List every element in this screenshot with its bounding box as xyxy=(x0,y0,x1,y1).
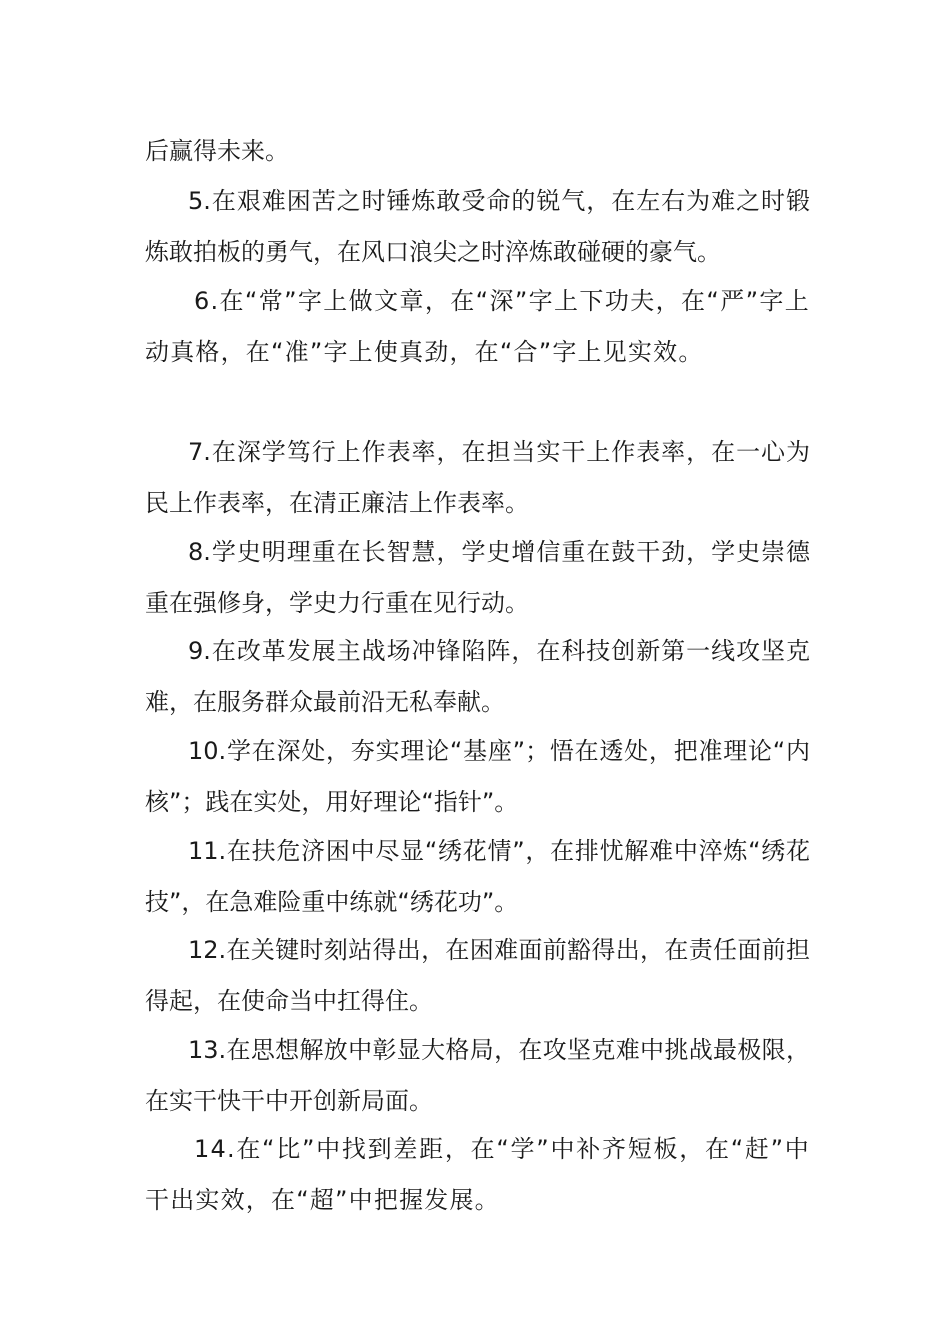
paragraph-item-7: 7.在深学笃行上作表率，在担当实干上作表率，在一心为民上作表率，在清正廉洁上作表率。 xyxy=(145,438,810,517)
paragraph-item-14: 14.在“比”中找到差距，在“学”中补齐短板，在“赶”中干出实效，在“超”中把握发展。 xyxy=(145,1135,810,1214)
paragraph-item-10: 10.学在深处，夯实理论“基座”；悟在透处，把准理论“内核”；践在实处，用好理论“指针”。 xyxy=(145,737,810,816)
paragraph-item-12: 12.在关键时刻站得出，在困难面前豁得出，在责任面前担得起，在使命当中扛得住。 xyxy=(145,936,810,1015)
paragraph-continuation: 后赢得未来。 xyxy=(145,137,289,165)
paragraph-item-8: 8.学史明理重在长智慧，学史增信重在鼓干劲，学史崇德重在强修身，学史力行重在见行动。 xyxy=(145,538,810,617)
paragraph-item-5: 5.在艰难困苦之时锤炼敢受命的锐气，在左右为难之时锻炼敢拍板的勇气，在风口浪尖之时淬炼敢碰硬的豪气。 xyxy=(145,187,810,266)
paragraph-item-13: 13.在思想解放中彰显大格局，在攻坚克难中挑战最极限，在实干快干中开创新局面。 xyxy=(145,1036,810,1115)
paragraph-item-6: 6.在“常”字上做文章，在“深”字上下功夫，在“严”字上动真格，在“准”字上使真劲，在“合”字上见实效。 xyxy=(145,287,810,366)
paragraph-item-11: 11.在扶危济困中尽显“绣花情”，在排忧解难中淬炼“绣花技”，在急难险重中练就“绣花功”。 xyxy=(145,837,810,916)
paragraph-item-9: 9.在改革发展主战场冲锋陷阵，在科技创新第一线攻坚克难，在服务群众最前沿无私奉献。 xyxy=(145,637,810,716)
